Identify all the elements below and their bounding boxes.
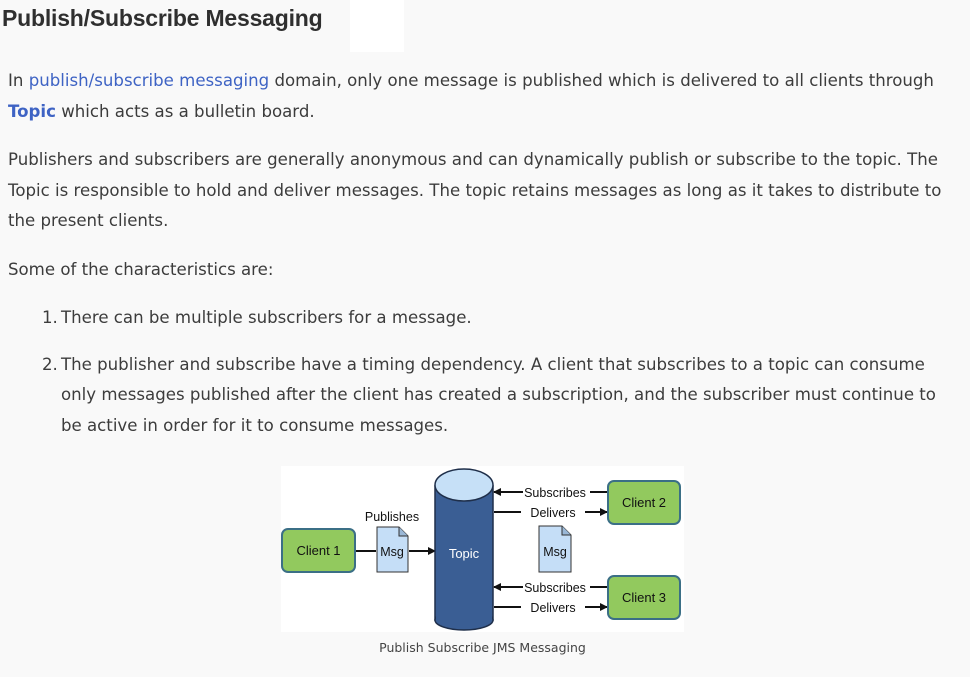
intro-text-before: In <box>8 71 29 90</box>
intro-text-after: which acts as a bulletin board. <box>55 101 315 121</box>
client1-label: Client 1 <box>296 543 341 558</box>
list-item-number: 1. <box>42 308 58 327</box>
figure-caption: Publish Subscribe JMS Messaging <box>379 640 586 655</box>
client2-label: Client 2 <box>621 495 667 510</box>
list-item <box>38 303 953 334</box>
topic-cylinder-fill <box>436 606 492 620</box>
topic-link[interactable]: Topic <box>8 101 56 121</box>
topic-cylinder-top <box>435 469 493 501</box>
heading-background-patch <box>350 0 404 52</box>
delivers-bottom-label: Delivers <box>530 601 576 615</box>
intro-text-middle: domain, only one message is published which is delivered to all clients through <box>269 71 934 90</box>
msg-left-label: Msg <box>380 545 404 559</box>
subscribes-bottom-label: Subscribes <box>524 581 586 595</box>
page-title: Publish/Subscribe Messaging <box>2 5 323 31</box>
pubsub-messaging-link[interactable]: publish/subscribe messaging <box>28 71 270 90</box>
client3-label: Client 3 <box>621 590 667 605</box>
list-item-text: There can be multiple subscribers for a message. <box>61 308 472 327</box>
list-item-number: 2. <box>42 354 58 374</box>
topic-label: Topic <box>448 546 480 561</box>
pubsub-diagram <box>281 466 684 632</box>
msg-right-fold-icon <box>562 526 571 535</box>
list-item-text: The publisher and subscribe have a timing dependency. A client that subscribes to a topic can consume only messages published after the client has created a subscription, and the subscriber must continue to be active in order for it to consume messages. <box>61 354 936 435</box>
publishers-paragraph: Publishers and subscribers are generally anonymous and can dynamically publish or subscribe to the topic. The Topic is responsible to hold and deliver messages. The topic retains messages as long as it takes to distribute to the present clients. <box>8 150 942 230</box>
intro-paragraph <box>8 66 963 127</box>
characteristics-list <box>38 303 953 457</box>
publishes-label: Publishes <box>364 510 420 524</box>
characteristics-intro: Some of the characteristics are: <box>8 260 274 279</box>
list-item <box>38 350 953 442</box>
delivers-top-label: Delivers <box>530 506 576 520</box>
msg-right-label: Msg <box>543 545 567 559</box>
subscribes-top-label: Subscribes <box>524 486 586 500</box>
